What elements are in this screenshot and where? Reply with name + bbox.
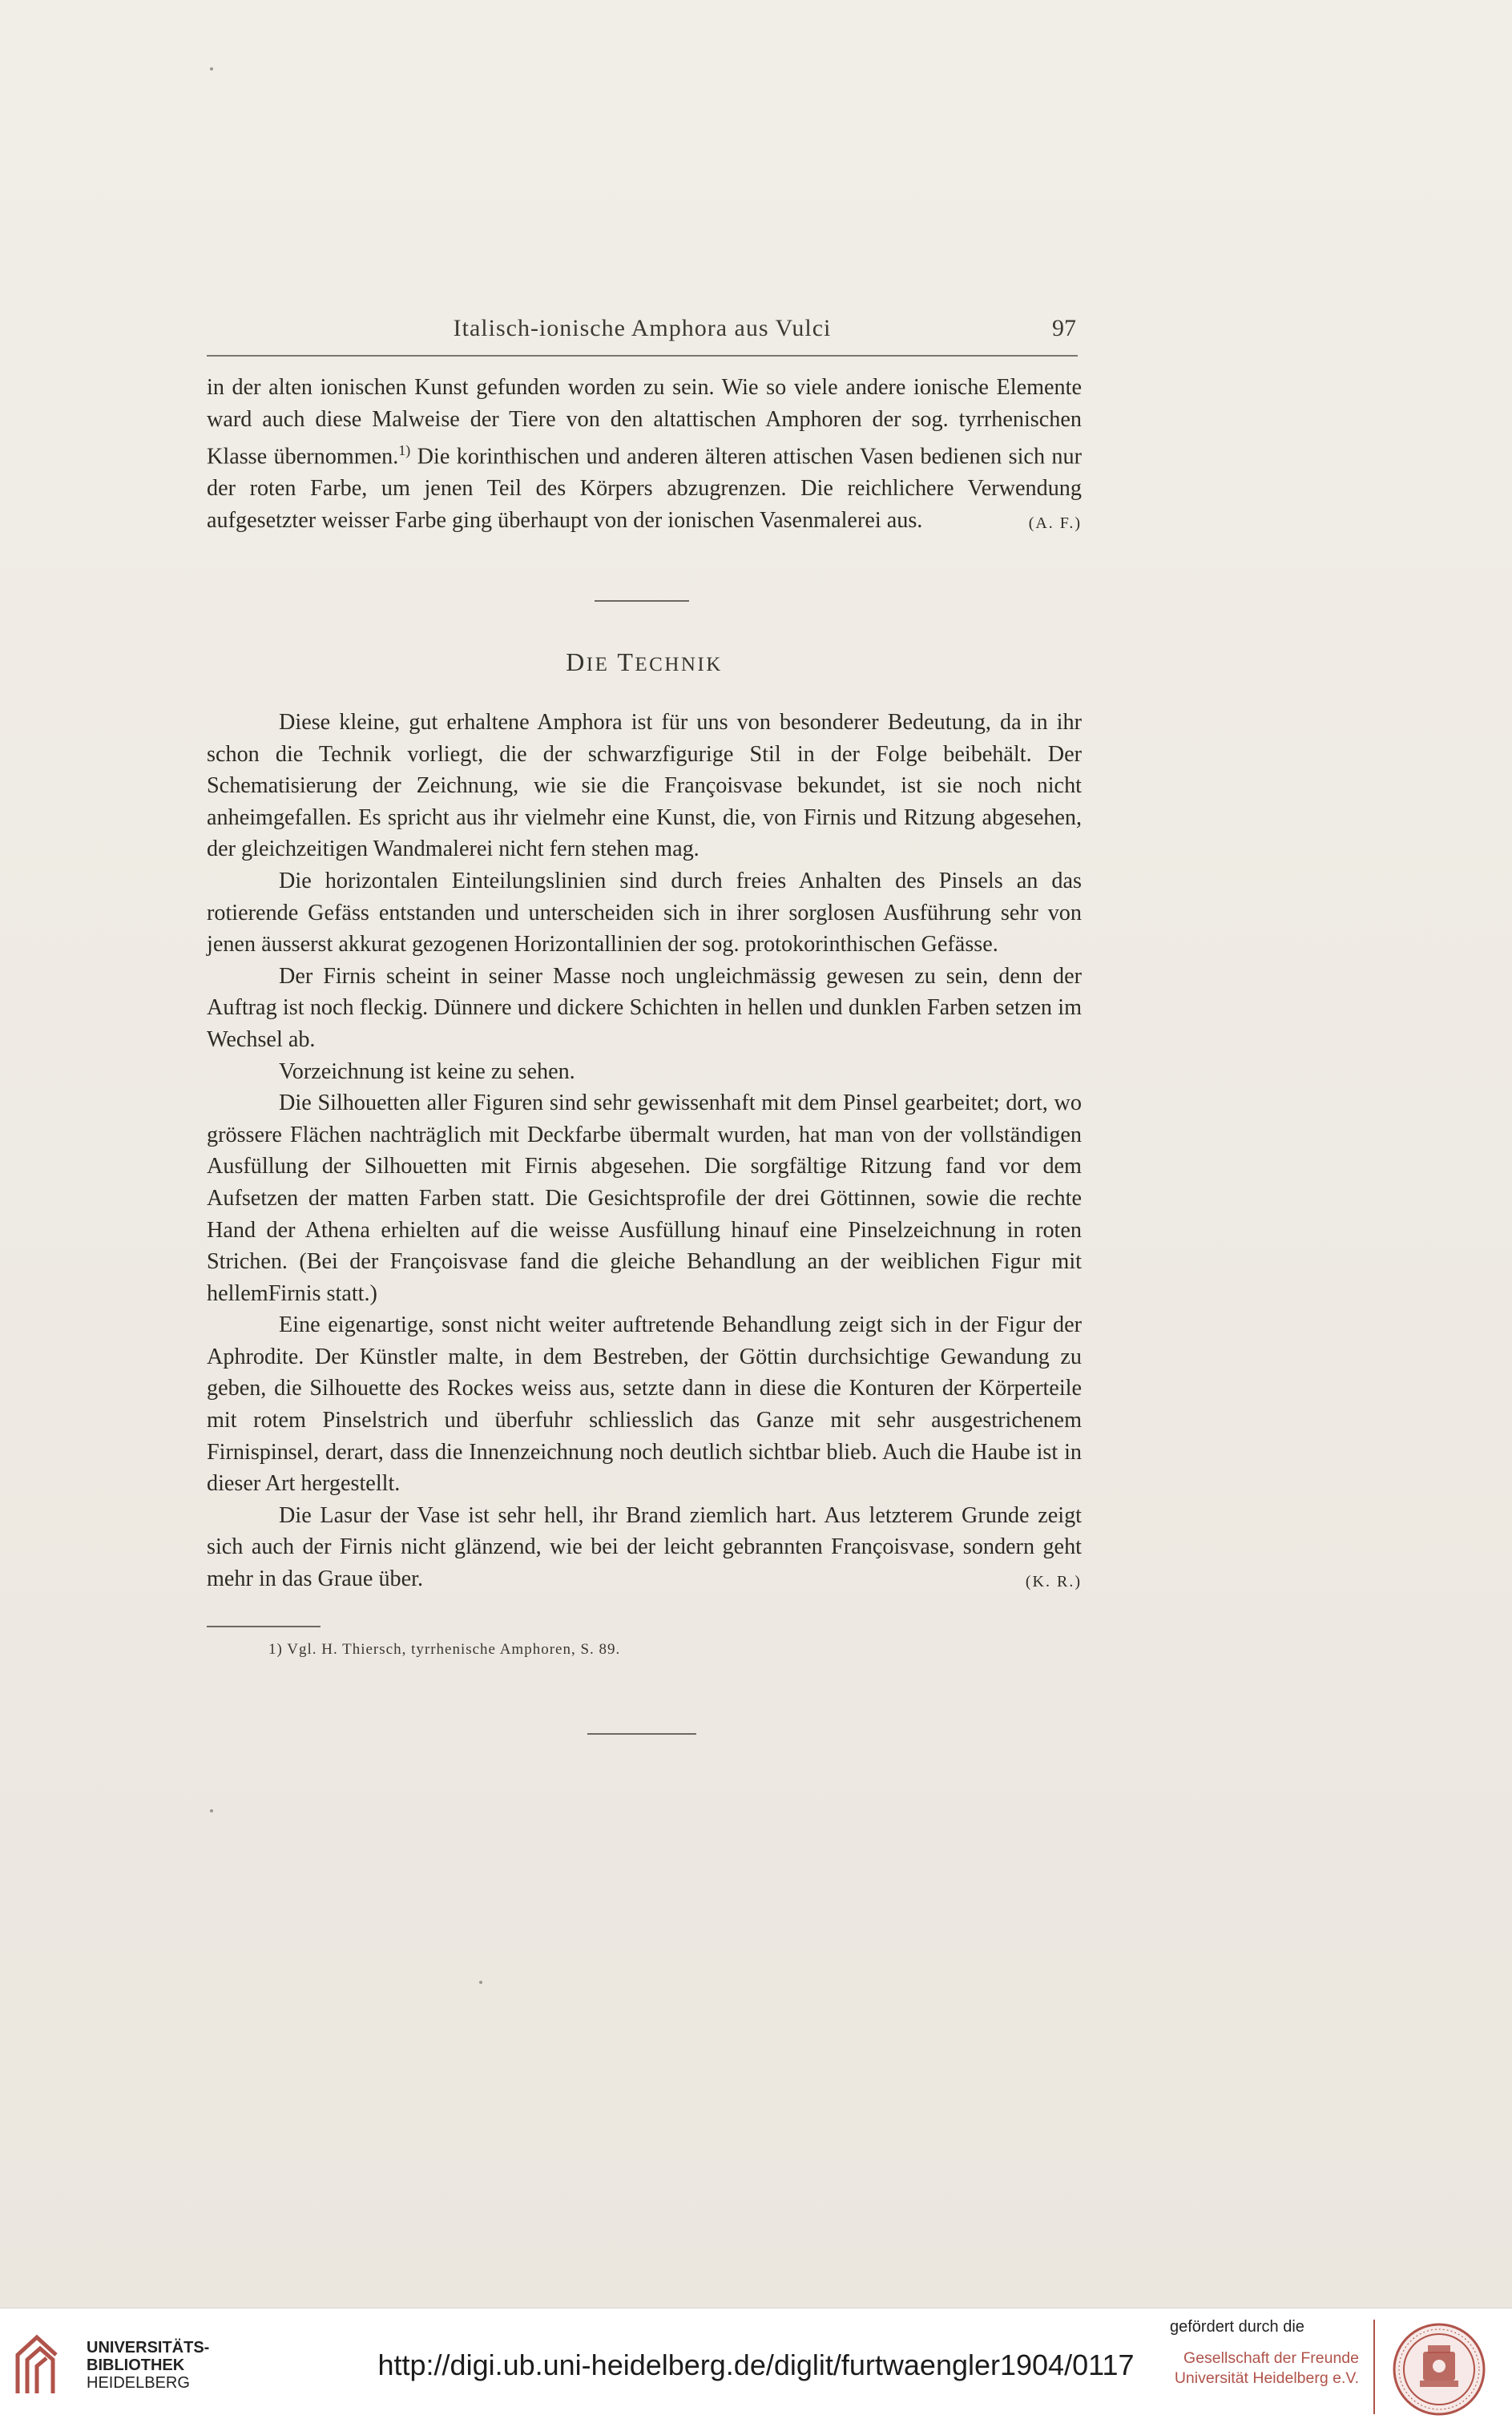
university-seal-icon	[1391, 2321, 1487, 2417]
footnote-reference: 1)	[398, 442, 411, 459]
signature-a-f: (A. F.)	[1028, 514, 1082, 532]
paragraph-2: Die horizontalen Einteilungslinien sind durch freies Anhalten des Pinsels an das rotierende Gefäss entstanden und unterscheiden sich in ihrer sorglosen Ausführung sehr von jenen äusserst akkurat gezogenen Horizontallinien der sog. protokorinthischen Gefässe.	[207, 868, 1082, 958]
library-line-1: UNIVERSITÄTS-	[87, 2339, 210, 2356]
scan-speck	[210, 67, 213, 71]
footnote-rule	[207, 1626, 321, 1627]
heading-rest-2: ECHNIK	[635, 654, 723, 675]
running-title: Italisch-ionische Amphora aus Vulci	[453, 315, 832, 341]
footer-divider	[1373, 2320, 1375, 2414]
library-line-3: HEIDELBERG	[87, 2374, 190, 2392]
intro-text-part-2: Die korinthischen und anderen älteren attischen Vasen bedienen sich nur der roten Farbe, um jenen Teil des Körpers abzugrenzen. Die reichlichere Verwendung aufgesetzter weisser Farbe ging überhaupt von der ionischen Vasenmalerei aus.	[207, 444, 1082, 533]
paragraph-7-text: Die Lasur der Vase ist sehr hell, ihr Brand ziemlich hart. Aus letzterem Grunde zeigt sich auch der Firnis nicht glänzend, wie bei der leicht gebrannten Françoisvase, sondern geht mehr in das Graue über.	[207, 1502, 1082, 1592]
heading-initial-1: D	[566, 647, 587, 676]
section-heading	[207, 647, 1082, 677]
end-rule	[587, 1733, 696, 1735]
paragraph-4: Vorzeichnung ist keine zu sehen.	[279, 1058, 575, 1084]
separator-rule	[595, 600, 689, 602]
sponsor-label: gefördert durch die	[1170, 2318, 1304, 2336]
library-line-2: BIBLIOTHEK	[87, 2356, 185, 2374]
paragraph-6: Eine eigenartige, sonst nicht weiter auftretende Behandlung zeigt sich in der Figur der Aphrodite. Der Künstler malte, in dem Bestreben, der Göttin durchsichtige Gewandung zu geben, die Silhouette des Rockes weiss aus, setzte dann in diese die Konturen der Körperteile mit rotem Pinselstrich und überfuhr schliesslich das Ganze mit sehr ausgestrichenem Firnispinsel, derart, dass die Innenzeichnung noch deutlich sichtbar blieb. Auch die Haube ist in dieser Art hergestellt.	[207, 1312, 1082, 1497]
scan-speck	[479, 1981, 482, 1984]
footnote: 1) Vgl. H. Thiersch, tyrrhenische Amphoren, S. 89.	[268, 1641, 621, 1658]
permalink-url[interactable]: http://digi.ub.uni-heidelberg.de/diglit/furtwaengler1904/0117	[377, 2348, 1135, 2381]
paragraph-7	[207, 1500, 1082, 1595]
page-number: 97	[1052, 315, 1076, 341]
sponsor-line-2: Universität Heidelberg e.V.	[1174, 2369, 1359, 2387]
paragraph-3: Der Firnis scheint in seiner Masse noch ungleichmässig gewesen zu sein, denn der Auftrag ist noch fleckig. Dünnere und dickere Schichten in hellen und dunklen Farben setzen im Wechsel ab.	[207, 963, 1082, 1052]
paragraph-5: Die Silhouetten aller Figuren sind sehr gewissenhaft mit dem Pinsel gearbeitet; dort, wo grössere Flächen nachträglich mit Deckfarbe übermalt wurden, hat man von der vollständigen Ausfüllung der Silhouetten mit Firnis abgesehen. Die sorgfältige Ritzung fand vor dem Aufsetzen der matten Farben statt. Die Gesichtsprofile der drei Göttinnen, sowie die rechte Hand der Athena erhielten auf die weisse Ausfüllung hinauf eine Pinselzeichnung in roten Strichen. (Bei der Françoisvase fand die gleiche Behandlung an der weiblichen Figur mit hellemFirnis statt.)	[207, 1091, 1082, 1306]
sponsor-line-1: Gesellschaft der Freunde	[1183, 2349, 1359, 2367]
heading-initial-2: T	[617, 647, 635, 676]
intro-text-part-1: in der alten ionischen Kunst gefunden worden zu sein. Wie so viele andere ionische Elemente ward auch diese Malweise der Tiere von den altattischen Amphoren der sog. tyrrhenischen Klasse übernommen.	[207, 375, 1082, 470]
paragraph-1: Diese kleine, gut erhaltene Amphora ist für uns von besonderer Bedeutung, da in ihr schon die Technik vorliegt, die der schwarzfigurige Stil in der Folge beibehält. Der Schematisierung der Zeichnung, wie sie die Françoisvase bekundet, ist sie noch nicht anheimgefallen. Es spricht aus ihr vielmehr eine Kunst, die, von Firnis und Ritzung abgesehen, der gleichzeitigen Wandmalerei nicht fern stehen mag.	[207, 710, 1082, 862]
signature-k-r: (K. R.)	[1025, 1573, 1082, 1591]
digitization-footer	[0, 2308, 1512, 2423]
running-head	[207, 315, 1078, 357]
sponsor-name	[1170, 2348, 1359, 2389]
intro-paragraph	[207, 372, 1082, 539]
scan-speck	[210, 1809, 213, 1812]
intro-text	[207, 372, 1082, 536]
heading-rest-1: IE	[586, 654, 610, 675]
body-text	[207, 707, 1082, 1599]
